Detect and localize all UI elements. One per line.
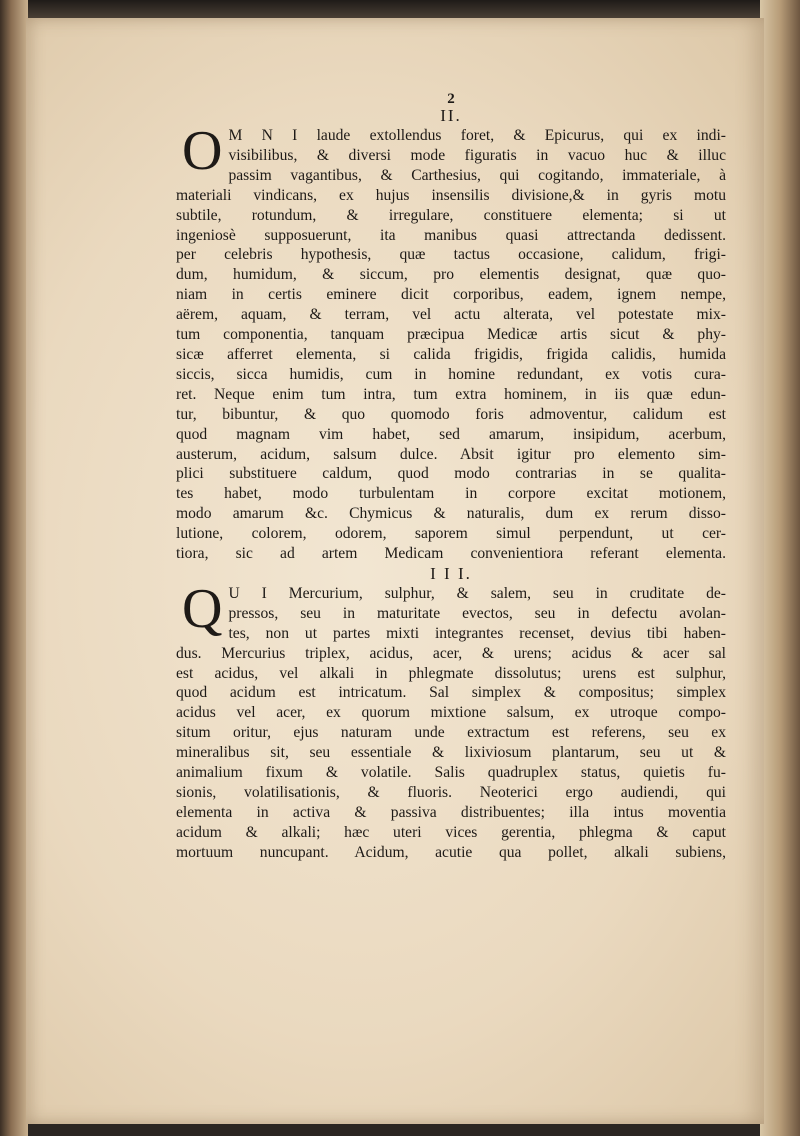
page-number: 2: [447, 91, 455, 107]
text-line: dum, humidum, & siccum, pro elementis designat, quæ quo-: [176, 266, 726, 284]
text-line: tum componentia, tanquam præcipua Medicæ artis sicut & phy-: [176, 326, 726, 344]
book-page: [26, 18, 764, 1124]
text-line: animalium fixum & volatile. Salis quadruplex status, quietis fu-: [176, 764, 726, 782]
text-line: mortuum nuncupant. Acidum, acutie qua pollet, alkali subiens,: [176, 843, 726, 861]
page-text: [176, 92, 726, 863]
text-line: M N I laude extollendus foret, & Epicurus, qui ex indi-: [228, 127, 726, 144]
text-line: situm oritur, ejus naturam unde extractum est referens, seu ex: [176, 724, 726, 742]
drop-capital: O: [182, 120, 223, 182]
text-line: austerum, acidum, salsum dulce. Absit igitur pro elemento sim-: [176, 445, 726, 463]
text-line: subtile, rotundum, & irregulare, constituere elementa; si ut: [176, 206, 726, 224]
section-heading-ii: II.: [440, 106, 462, 125]
text-line: plici substituere caldum, quod modo contrarias in se qualita-: [176, 465, 726, 483]
text-line: elementa in activa & passiva distribuentes; illa intus moventia: [176, 803, 726, 821]
book-fore-edge: [760, 0, 800, 1136]
text-line: tur, bibuntur, & quo quomodo foris admoventur, calidum est: [176, 405, 726, 423]
text-line: acidum & alkali; hæc uteri vices gerentia, phlegma & caput: [176, 823, 726, 841]
text-line: per celebris hypothesis, quæ tactus occasione, calidum, frigi-: [176, 246, 726, 264]
text-line: sicæ afferret elementa, si calida frigidis, frigida calidis, humida: [176, 345, 726, 363]
text-line: siccis, sicca humidis, cum in homine redundant, ex votis cura-: [176, 365, 726, 383]
text-line: materiali vindicans, ex hujus insensilis divisione,& in gyris motu: [176, 186, 726, 204]
text-line: U I Mercurium, sulphur, & salem, seu in cruditate de-: [228, 584, 726, 602]
text-line: passim vagantibus, & Carthesius, qui cogitando, immateriale, à: [228, 166, 726, 184]
text-line: tes, non ut partes mixti integrantes recenset, devius tibi haben-: [228, 624, 726, 642]
text-line: modo amarum &c. Chymicus & naturalis, dum ex rerum disso-: [176, 505, 726, 523]
paragraph-ii: [176, 120, 726, 564]
book-spine-edge: [0, 0, 28, 1136]
drop-capital: Q: [182, 577, 223, 640]
text-line: acidus vel acer, ex quorum mixtione salsum, ex utroque compo-: [176, 704, 726, 722]
section-heading-iii: I I I.: [430, 563, 472, 583]
text-line: lutione, colorem, odorem, saporem simul perpendunt, ut cer-: [176, 525, 726, 543]
text-line: dus. Mercurius triplex, acidus, acer, & urens; acidus & acer sal: [176, 644, 726, 662]
text-line: tiora, sic ad artem Medicam convenientiora referant elementa.: [176, 545, 726, 563]
text-line: visibilibus, & diversi mode figuratis in vacuo huc & illuc: [228, 146, 726, 164]
text-line: ingeniosè supposuerunt, ita manibus quasi attrectanda dedissent.: [176, 226, 726, 244]
text-line: niam in certis eminere dicit corporibus, eadem, ignem nempe,: [176, 286, 726, 304]
text-line: mineralibus sit, seu essentiale & lixiviosum plantarum, seu ut &: [176, 744, 726, 762]
text-line: pressos, seu in maturitate evectos, seu in defectu avolan-: [228, 604, 726, 622]
text-line: est acidus, vel alkali in phlegmate dissolutus; urens est sulphur,: [176, 664, 726, 682]
text-line: aërem, aquam, & terram, vel actu alterata, vel potestate mix-: [176, 306, 726, 324]
text-line: tes habet, modo turbulentam in corpore excitat motionem,: [176, 485, 726, 503]
text-line: ret. Neque enim tum intra, tum extra hominem, in iis quæ edun-: [176, 385, 726, 403]
text-line: quod acidum est intricatum. Sal simplex & compositus; simplex: [176, 684, 726, 702]
text-line: quod magnam vim habet, sed amarum, insipidum, acerbum,: [176, 425, 726, 443]
text-line: sionis, volatilisationis, & fluoris. Neoterici ergo audiendi, qui: [176, 784, 726, 801]
paragraph-iii: [176, 577, 726, 863]
